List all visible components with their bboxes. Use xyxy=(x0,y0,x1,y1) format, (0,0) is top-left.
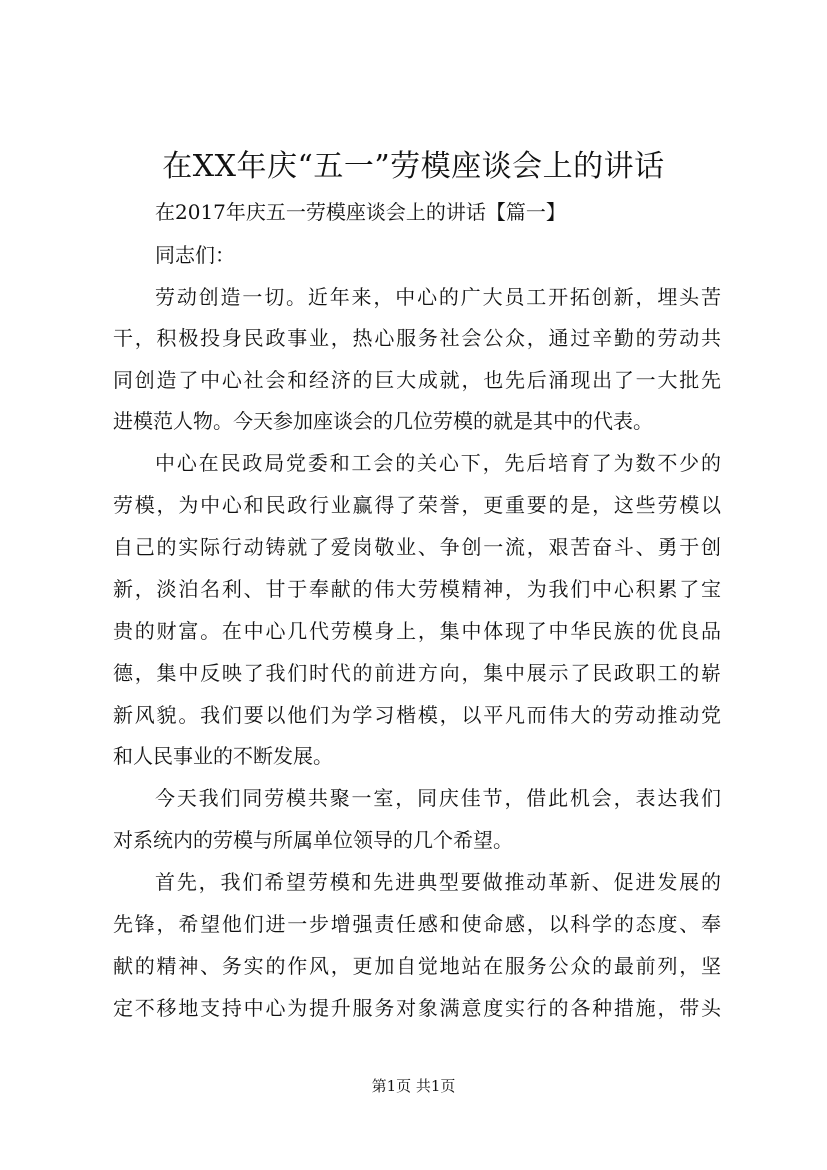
text-line: 定不移地支持中心为提升服务对象满意度实行的各种措施，带头 xyxy=(113,996,721,1020)
document-subtitle: 在2017年庆五一劳模座谈会上的讲话【篇一】 xyxy=(155,200,566,224)
text-line: 新风貌。我们要以他们为学习楷模，以平凡而伟大的劳动推动党 xyxy=(113,703,721,727)
page-number: 第1页 共1页 xyxy=(371,1077,456,1095)
text-line: 首先，我们希望劳模和先进典型要做推动革新、促进发展的 xyxy=(155,870,721,894)
text-line: 同创造了中心社会和经济的巨大成就，也先后涌现出了一大批先 xyxy=(113,368,721,392)
text-line: 对系统内的劳模与所属单位领导的几个希望。 xyxy=(113,828,513,852)
text-line: 干，积极投身民政事业，热心服务社会公众，通过辛勤的劳动共 xyxy=(113,326,721,350)
text-line: 自己的实际行动铸就了爱岗敬业、争创一流，艰苦奋斗、勇于创 xyxy=(113,535,721,559)
text-line: 献的精神、务实的作风，更加自觉地站在服务公众的最前列，坚 xyxy=(113,954,721,978)
text-line: 和人民事业的不断发展。 xyxy=(113,744,333,768)
text-line: 新，淡泊名利、甘于奉献的伟大劳模精神，为我们中心积累了宝 xyxy=(113,577,721,601)
text-line: 今天我们同劳模共聚一室，同庆佳节，借此机会，表达我们 xyxy=(155,786,721,810)
text-line: 德，集中反映了我们时代的前进方向，集中展示了民政职工的崭 xyxy=(113,661,721,685)
text-line: 进模范人物。今天参加座谈会的几位劳模的就是其中的代表。 xyxy=(113,409,653,433)
salutation: 同志们： xyxy=(155,243,235,267)
text-line: 劳动创造一切。近年来，中心的广大员工开拓创新，埋头苦 xyxy=(155,285,721,309)
text-line: 先锋，希望他们进一步增强责任感和使命感，以科学的态度、奉 xyxy=(113,912,721,936)
text-line: 劳模，为中心和民政行业赢得了荣誉，更重要的是，这些劳模以 xyxy=(113,493,721,517)
text-line: 贵的财富。在中心几代劳模身上，集中体现了中华民族的优良品 xyxy=(113,619,721,643)
text-line: 中心在民政局党委和工会的关心下，先后培育了为数不少的 xyxy=(155,451,721,475)
document-title: 在XX年庆“五一”劳模座谈会上的讲话 xyxy=(162,149,665,184)
